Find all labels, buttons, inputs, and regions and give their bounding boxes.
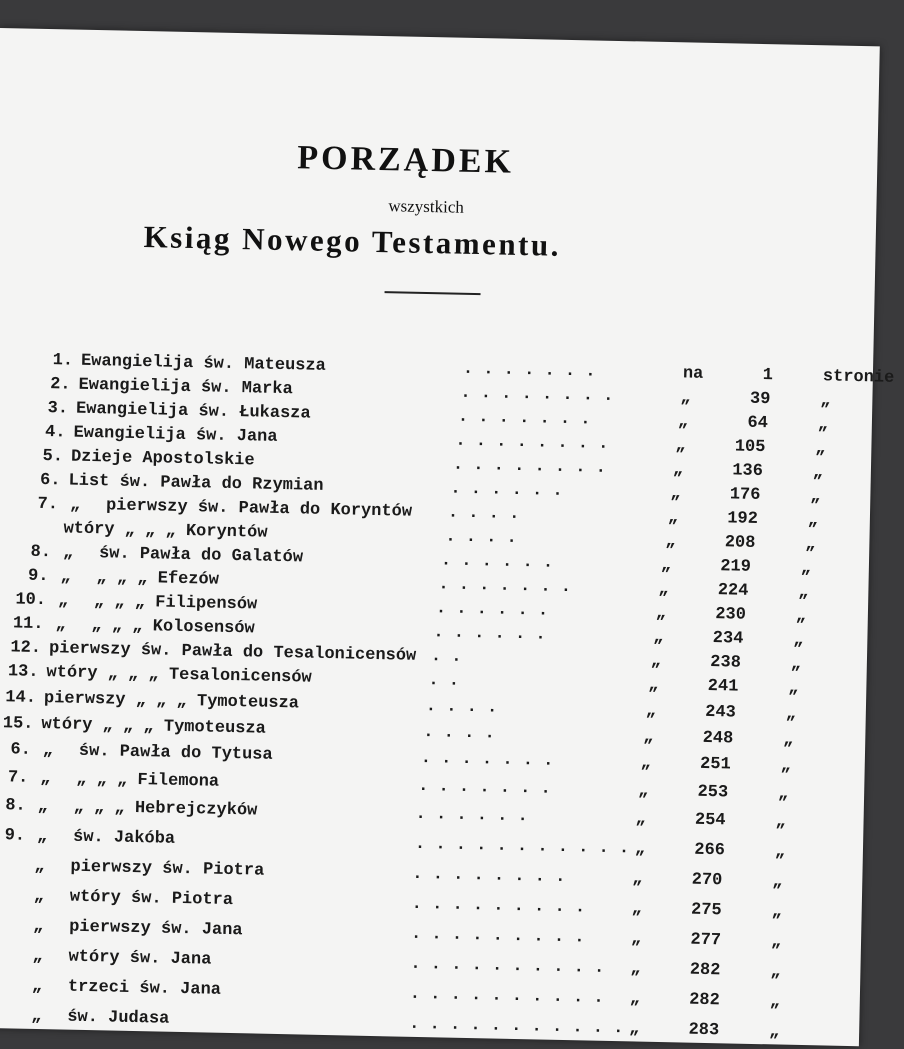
entry-title: wtóry św. Piotra [69,887,234,911]
entry-ditto-mark: „ [62,543,74,563]
entry-number [0,946,21,947]
entry-page-number: 266 [694,840,726,861]
entry-title: wtóry św. Jana [68,947,212,970]
entry-page-number: 270 [691,870,723,891]
entry-suffix: „ [795,606,807,627]
entry-page-ditto: „ [653,627,664,648]
entry-page-ditto: „ [628,1019,640,1039]
entry-number: 8. [5,796,26,816]
entry-number: 2. [49,375,71,395]
entry-leader-dots: . . . . . . . [420,748,554,771]
entry-page-number: 176 [729,485,761,506]
entry-suffix: „ [810,487,821,507]
entry-suffix: „ [785,704,797,724]
entry-title: pierwszy św. Jana [68,917,243,941]
entry-leader-dots: . . . . . . [440,551,554,573]
entry-page-ditto: „ [675,436,686,456]
entry-suffix: stronie [822,367,895,388]
entry-ditto-mark: „ [32,946,43,967]
entry-number: 6. [39,470,61,491]
entry-leader-dots: . . . . . . . . . . [409,984,604,1008]
entry-suffix: „ [770,932,782,952]
entry-number: 9. [27,566,49,587]
entry-number: 1. [52,351,74,371]
entry-suffix: „ [790,654,802,674]
entry-page-ditto: „ [629,989,641,1009]
entry-ditto-mark: „ [60,567,71,587]
entry-ditto-mark: „ [37,796,49,817]
entry-page-number: 230 [715,605,747,625]
entry-number [0,1006,20,1007]
entry-number: 6. [10,740,32,760]
entry-suffix: „ [768,1022,780,1042]
entry-title: Ewangielija św. Marka [78,375,293,400]
entry-leader-dots: . . . . [447,503,520,524]
entry-page-ditto: „ [677,412,689,432]
entry-number: 7. [37,494,59,515]
entry-number: 5. [42,446,64,467]
entry-ditto-mark: „ [31,1006,42,1027]
entry-page-ditto: „ [658,579,669,600]
entry-number [0,976,20,977]
book-page [0,28,895,1046]
entry-leader-dots: . . . . . . . . [412,864,566,888]
entry-page-ditto: „ [637,781,649,801]
entry-page-number: 243 [705,702,737,723]
entry-leader-dots: . . . . . . . . . [410,924,585,948]
entry-suffix: „ [772,872,783,892]
entry-number: 7. [7,768,29,788]
entry-page-number: 192 [727,509,759,529]
entry-page-number: 282 [688,990,720,1011]
entry-number: 12. [10,638,42,658]
entry-suffix: „ [769,992,781,1012]
entry-suffix: „ [815,439,826,459]
entry-title: pierwszy św. Piotra [70,857,265,881]
entry-number: 4. [44,423,66,443]
entry-page-number: 282 [689,960,721,981]
entry-leader-dots: . . . . . . . . [455,431,609,454]
entry-page-ditto: „ [648,675,659,695]
entry-ditto-mark: „ [57,591,69,611]
entry-page-ditto: „ [650,651,662,671]
entry-page-ditto: „ [635,809,646,829]
entry-page-number: 248 [702,728,734,749]
entry-page-ditto: „ [665,532,676,552]
entry-title: wtóry „ „ „ Tymoteusza [41,715,267,739]
entry-ditto-mark: „ [40,769,51,789]
entry-leader-dots: . . . . . . [415,804,529,827]
entry-ditto-mark: „ [55,615,66,635]
entry-page-ditto: „ [630,929,642,949]
entry-title: Dzieje Apostolskie [70,447,255,471]
entry-leader-dots: . . . . . . [450,479,563,501]
entry-ditto-mark: „ [36,826,48,847]
entry-number [16,518,56,519]
entry-page-number: 283 [688,1020,720,1041]
entry-leader-dots: . . . . [445,527,518,548]
entry-suffix: „ [777,784,789,804]
entry-number: 3. [47,399,69,419]
entry-leader-dots: . . . . . . . [462,359,596,382]
entry-page-ditto: „ [670,484,681,504]
entry-title: św. Jakóba [72,827,176,849]
entry-ditto-mark: „ [42,741,54,761]
entry-leader-dots: . . [428,671,460,691]
entry-page-ditto: „ [667,508,679,528]
entry-title: „ „ „ Filipensów [93,592,258,615]
entry-title: List św. Pawła do Rzymian [68,471,324,496]
entry-title: trzeci św. Jana [67,977,222,1000]
entry-suffix: „ [820,391,831,411]
entry-suffix: „ [798,582,809,603]
entry-suffix: „ [774,842,786,862]
entry-page-number: 136 [732,461,764,482]
entry-title: „ „ „ Hebrejczyków [73,797,258,821]
entry-title: wtóry „ „ „ Koryntów [63,519,268,543]
entry-suffix: „ [770,962,781,982]
page-title: PORZĄDEK [296,139,515,181]
entry-ditto-mark: „ [33,886,45,907]
entry-page-number: 253 [697,782,729,803]
table-of-contents [0,28,895,1046]
entry-number [0,886,22,887]
entry-title: wtóry „ „ „ Tesalonicensów [46,663,312,688]
entry-page-number: 238 [710,653,742,673]
entry-page-number: 254 [694,810,726,831]
entry-suffix: „ [800,558,812,579]
entry-number [0,916,21,917]
entry-title: Ewangielija św. Mateusza [80,351,327,376]
entry-leader-dots: . . . . . . . . . . . [414,834,630,859]
page-subtitle: wszystkich [388,196,465,217]
entry-number: 8. [30,542,52,563]
entry-suffix: „ [812,463,824,483]
entry-page-ditto: „ [630,959,641,979]
entry-page-ditto: „ [640,753,652,773]
entry-page-ditto: „ [643,727,654,747]
entry-number: 9. [4,826,26,846]
entry-page-number: 1 [762,366,774,386]
entry-page-number: 275 [690,900,722,921]
entry-title: „ „ „ Filemona [76,769,220,792]
entry-title: św. Pawła do Tytusa [78,741,273,765]
entry-number: 10. [15,590,47,611]
entry-title: „ „ „ Kolosensów [91,616,255,639]
page-heading: Ksiąg Nowego Testamentu. [143,219,562,263]
entry-page-ditto: „ [634,839,646,859]
entry-page-number: 224 [717,581,749,601]
entry-suffix: „ [788,678,799,698]
entry-page-ditto: „ [632,869,643,889]
entry-ditto-mark: „ [34,856,45,877]
entry-ditto-mark: „ [31,976,43,997]
entry-page-ditto: „ [631,899,643,919]
entry-page-number: 39 [749,389,771,410]
entry-title: Ewangielija św. Łukasza [75,399,311,424]
entry-leader-dots: . . [430,647,462,667]
entry-leader-dots: . . . . . . . . . . . [409,1014,624,1039]
entry-title: św. Judasa [67,1007,170,1029]
entry-suffix: „ [805,534,816,555]
entry-number: 13. [7,662,39,682]
entry-suffix: „ [780,756,792,776]
entry-title: „ „ „ Efezów [96,568,220,590]
entry-leader-dots: . . . . . . . . . [411,894,586,918]
entry-page-number: 251 [699,754,731,775]
entry-page-number: 64 [747,413,769,434]
entry-page-number: 208 [724,533,756,553]
entry-suffix: „ [817,415,829,435]
entry-title: pierwszy „ „ „ Tymoteusza [43,689,300,714]
entry-leader-dots: . . . . [423,723,495,744]
entry-number: 15. [2,714,34,734]
entry-suffix: „ [775,812,786,832]
entry-leader-dots: . . . . . . . [418,776,552,799]
entry-leader-dots: . . . . . . [433,623,546,645]
entry-leader-dots: . . . . . . . . [452,455,607,478]
entry-suffix: „ [783,730,794,750]
entry-leader-dots: . . . . . . . . . . [410,954,605,978]
entry-page-ditto: „ [645,701,657,721]
entry-leader-dots: . . . . . . . [457,407,591,430]
entry-page-number: 105 [734,437,766,458]
entry-page-number: 277 [690,930,722,951]
entry-title: św. Pawła do Galatów [98,544,304,568]
entry-page-ditto: „ [660,555,672,576]
entry-leader-dots: . . . . . . . [438,575,572,598]
entry-leader-dots: . . . . [425,697,498,718]
entry-title: Ewangielija św. Jana [73,423,278,447]
entry-ditto-mark: „ [69,495,81,515]
entry-page-ditto: „ [680,388,691,408]
entry-ditto-mark: „ [32,916,44,937]
entry-suffix: „ [807,511,819,531]
entry-page-number: 234 [712,629,744,649]
entry-suffix: „ [771,902,783,922]
entry-page-number: 241 [707,676,739,697]
entry-page-ditto: „ [672,460,684,480]
entry-page-number: 219 [720,557,752,577]
entry-number [0,856,23,857]
entry-number: 11. [12,614,44,635]
entry-leader-dots: . . . . . . [435,599,549,621]
entry-title: pierwszy św. Pawła do Tesalonicensów [48,639,417,666]
entry-title: pierwszy św. Pawła do Koryntów [105,496,413,522]
entry-leader-dots: . . . . . . . . [460,383,614,406]
entry-suffix: „ [793,630,804,650]
entry-page-ditto: „ [655,603,667,624]
entry-page-ditto: na [682,364,704,384]
entry-number: 14. [5,688,37,708]
